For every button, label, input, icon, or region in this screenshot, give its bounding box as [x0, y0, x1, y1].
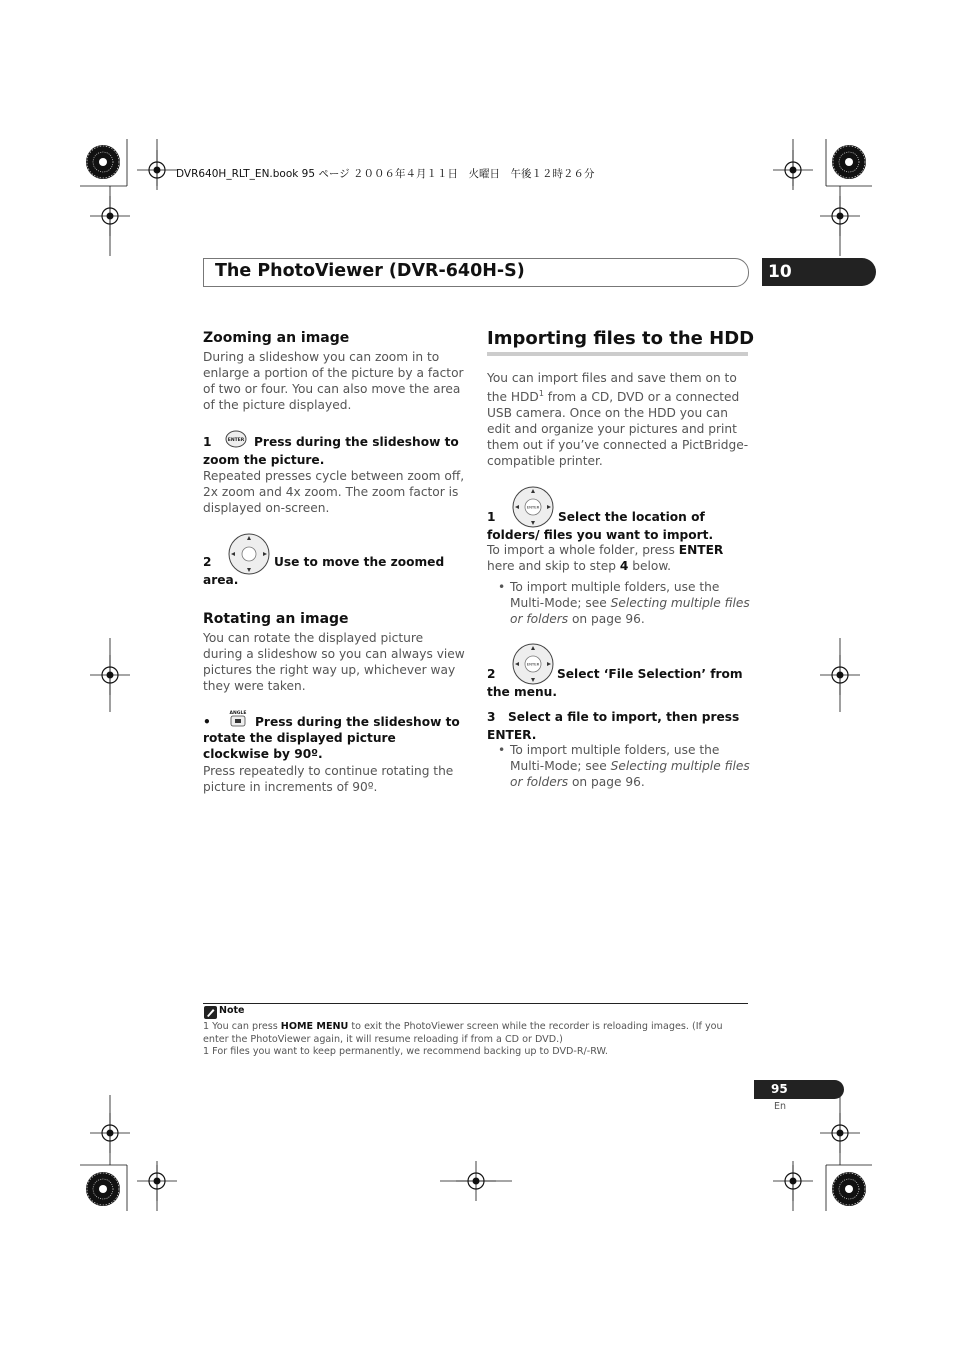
footnote-2: 1 For files you want to keep permanently, we recommend backing up to DVD-R/-RW. — [203, 1046, 608, 1057]
print-header: DVR640H_RLT_EN.book 95 ページ ２００６年４月１１日 火曜日 午後１２時２６分 — [176, 168, 595, 180]
zoom-heading: Zooming an image — [203, 330, 350, 346]
heading-rule — [487, 352, 748, 356]
zoom-step-1-body: Repeated presses cycle between zoom off, 2x zoom and 4x zoom. The zoom factor is displayed on-screen. — [203, 469, 465, 515]
rotate-intro: You can rotate the displayed picture during a slideshow so you can always view pictures the right way up, whichever way they were taken. — [203, 631, 465, 693]
footnote-1: 1 You can press HOME MENU to exit the PhotoViewer screen while the recorder is reloading images. (If you enter the PhotoViewer again, it will resume reloading if from a CD or DVD.) — [203, 1021, 723, 1045]
page-number-tab — [754, 1080, 844, 1099]
enter-icon-label: ENTER — [227, 437, 245, 443]
enter-button-icon — [224, 430, 250, 450]
svg-text:ENTER: ENTER — [526, 504, 540, 510]
footnote-ref: 1 — [538, 389, 544, 398]
import-step-1-body: To import a whole folder, press ENTER here and skip to step 4 below. — [487, 543, 724, 573]
zoom-step-2-text: Use to move the zoomed area. — [203, 555, 445, 587]
note-icon — [204, 1006, 217, 1019]
chapter-title: The PhotoViewer (DVR-640H-S) — [215, 261, 525, 281]
zoom-intro: During a slideshow you can zoom in to enlarge a portion of the picture by a factor of two or four. You can also move the area of the picture displayed. — [203, 350, 464, 412]
import-step-1-text: Select the location of folders/ files you want to import. — [487, 510, 714, 542]
rotate-step-body: Press repeatedly to continue rotating the picture in increments of 90º. — [203, 764, 454, 794]
import-step-2 — [487, 665, 749, 701]
step-number: 2 — [487, 667, 496, 681]
zoom-step-1 — [203, 433, 465, 469]
step-number: 1 — [203, 435, 212, 449]
page-number: 95 — [771, 1082, 788, 1096]
rotate-step-text: Press during the slideshow to rotate the displayed picture clockwise by 90º. — [203, 715, 460, 761]
import-bullet-2: • To import multiple folders, use the Multi-Mode; see Selecting multiple files or folders on page 96. — [498, 743, 750, 789]
rotate-heading: Rotating an image — [203, 611, 349, 627]
chapter-number: 10 — [768, 262, 792, 282]
step-number: 3 — [487, 710, 496, 724]
note-rule — [203, 1003, 748, 1004]
import-step-2-text: Select ‘File Selection’ from the menu. — [487, 667, 743, 699]
step-number: 2 — [203, 555, 212, 569]
import-step-3 — [487, 708, 749, 744]
bullet: • — [203, 715, 211, 729]
zoom-step-1-text: Press during the slideshow to zoom the picture. — [203, 435, 459, 467]
rotate-step — [203, 714, 465, 762]
page-language: En — [774, 1101, 787, 1112]
import-intro: You can import files and save them on to the HDD$^1$ from a CD, DVD or a connected USB camera. Once on the HDD you can edit and organize your pictures and print them out if you’ve connected a PictBridge-compatible printer. — [487, 371, 749, 469]
svg-text:ENTER: ENTER — [526, 661, 540, 667]
zoom-step-2 — [203, 553, 465, 589]
step-number: 1 — [487, 510, 496, 524]
import-heading: Importing files to the HDD — [487, 328, 755, 349]
import-step-3-text: Select a file to import, then press ENTER. — [487, 710, 740, 742]
import-bullet-1: • To import multiple folders, use the Multi-Mode; see Selecting multiple files or folders on page 96. — [498, 580, 750, 626]
chapter-number-tab — [762, 258, 876, 286]
import-step-1 — [487, 508, 749, 544]
note-label: Note — [219, 1005, 245, 1016]
angle-icon-label: ANGLE — [229, 711, 247, 716]
